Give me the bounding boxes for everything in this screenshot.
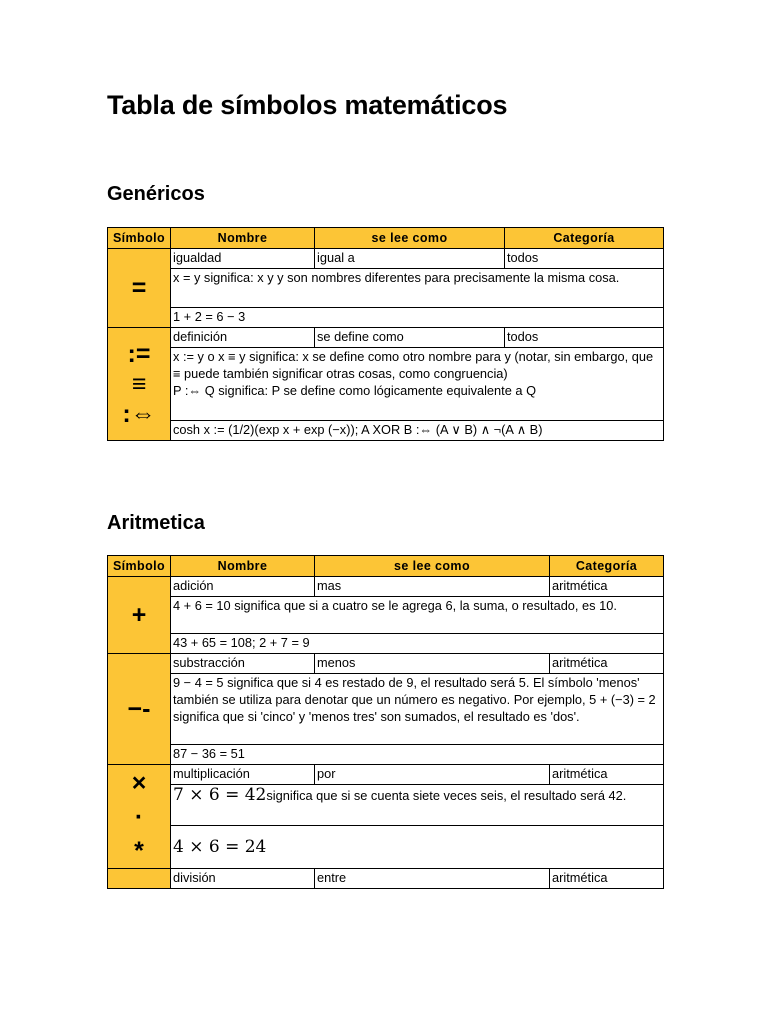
description-text: significa que si se cuenta siete veces seis, el resultado será 42.: [266, 788, 627, 803]
table-row: [108, 634, 663, 653]
example-cell: 87 − 36 = 51: [171, 745, 663, 764]
table-row: [108, 269, 663, 307]
description-text: x := y o x ≡ y significa: x se define como otro nombre para y (notar, sin embargo, que ≡ puede también significar otras cosas, como congruencia): [173, 349, 654, 381]
reads-cell: igual a: [315, 249, 504, 268]
description-cell: [171, 785, 663, 825]
column-header-name: Nombre: [171, 228, 314, 248]
example-cell: 1 + 2 = 6 − 3: [171, 308, 663, 327]
reads-cell: mas: [315, 577, 549, 596]
table-header-row: [108, 556, 663, 576]
name-cell: igualdad: [171, 249, 314, 268]
symbol-dot: ·: [134, 802, 144, 831]
column-header-reads: se lee como: [315, 556, 549, 576]
symbol-cell: [108, 654, 170, 764]
column-header-reads: se lee como: [315, 228, 504, 248]
symbol-minus: −-: [127, 695, 151, 723]
description-text-2: P :⇔ Q significa: P se define como lógicamente equivalente a Q: [173, 383, 537, 398]
example-cell: cosh x := (1/2)(exp x + exp (−x)); A XOR B :⇔ (A ∨ B) ∧ ¬(A ∧ B): [171, 421, 663, 440]
category-cell: todos: [505, 249, 663, 268]
symbol-cell: [108, 249, 170, 327]
section-heading-aritmetica: Aritmetica: [107, 512, 205, 534]
reads-cell: por: [315, 765, 549, 784]
table-row: [108, 249, 663, 268]
symbol-asterisk: *: [134, 836, 144, 865]
category-cell: aritmética: [550, 765, 663, 784]
column-header-symbol: Símbolo: [108, 228, 170, 248]
example-cell: [171, 826, 663, 868]
description-cell: [171, 348, 663, 420]
table-genericos: [107, 227, 664, 441]
symbol-equals: =: [131, 274, 147, 302]
table-row: [108, 348, 663, 420]
symbol-cell: [108, 869, 170, 888]
category-cell: aritmética: [550, 654, 663, 673]
description-cell: x = y significa: x y y son nombres diferentes para precisamente la misma cosa.: [171, 269, 663, 307]
table-row: [108, 597, 663, 633]
name-cell: adición: [171, 577, 314, 596]
symbol-cell: [108, 328, 170, 440]
table-header-row: [108, 228, 663, 248]
symbol-cell: [108, 765, 170, 868]
table-row: [108, 745, 663, 764]
table-row: [108, 826, 663, 868]
formula-text: 7 × 6 = 42: [173, 785, 267, 805]
symbol-plus: +: [131, 601, 147, 629]
example-formula: 4 × 6 = 24: [173, 837, 267, 857]
table-row: [108, 674, 663, 744]
table-row: [108, 577, 663, 596]
symbol-times: ×: [131, 768, 147, 797]
table-row: [108, 308, 663, 327]
column-header-name: Nombre: [171, 556, 314, 576]
page-title: Tabla de símbolos matemáticos: [107, 90, 508, 120]
symbol-assign: :=: [127, 340, 151, 368]
table-row: [108, 654, 663, 673]
symbol-equiv: ≡: [131, 370, 147, 398]
name-cell: división: [171, 869, 314, 888]
reads-cell: menos: [315, 654, 549, 673]
table-row: [108, 869, 663, 888]
column-header-category: Categoría: [505, 228, 663, 248]
table-row: [108, 328, 663, 347]
column-header-symbol: Símbolo: [108, 556, 170, 576]
example-cell: 43 + 65 = 108; 2 + 7 = 9: [171, 634, 663, 653]
reads-cell: se define como: [315, 328, 504, 347]
name-cell: substracción: [171, 654, 314, 673]
symbol-def-iff: :⇔: [122, 400, 156, 428]
description-cell: 4 + 6 = 10 significa que si a cuatro se le agrega 6, la suma, o resultado, es 10.: [171, 597, 663, 633]
name-cell: multiplicación: [171, 765, 314, 784]
category-cell: aritmética: [550, 577, 663, 596]
reads-cell: entre: [315, 869, 549, 888]
column-header-category: Categoría: [550, 556, 663, 576]
table-row: [108, 765, 663, 784]
table-row: [108, 785, 663, 825]
category-cell: aritmética: [550, 869, 663, 888]
table-row: [108, 421, 663, 440]
table-aritmetica: [107, 555, 664, 889]
section-heading-genericos: Genéricos: [107, 183, 205, 205]
name-cell: definición: [171, 328, 314, 347]
description-cell: 9 − 4 = 5 significa que si 4 es restado de 9, el resultado será 5. El símbolo 'menos' también se utiliza para denotar que un número es negativo. Por ejemplo, 5 + (−3) = 2 significa que si 'cinco' y 'menos tres' son sumados, el resultado es 'dos'.: [171, 674, 663, 744]
category-cell: todos: [505, 328, 663, 347]
symbol-cell: [108, 577, 170, 653]
